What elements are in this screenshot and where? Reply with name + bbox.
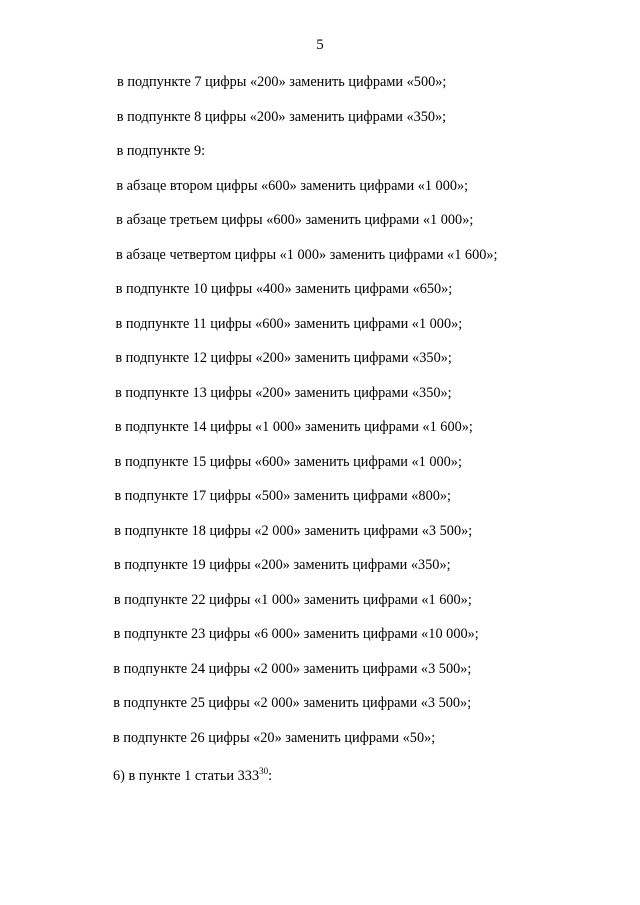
amendment-line xyxy=(0,487,640,522)
amendment-line xyxy=(0,211,640,246)
amendment-line xyxy=(0,315,640,350)
amendment-line xyxy=(0,660,640,695)
amendment-text: в подпункте 9: xyxy=(116,143,206,159)
page-number: 5 xyxy=(316,37,324,53)
article-number-superscript: 30 xyxy=(259,766,269,776)
amendment-text: в подпункте 18 цифры «2 000» заменить цифрами «3 500»; xyxy=(114,522,473,539)
amendment-text: в подпункте 7 цифры «200» заменить цифрами «500»; xyxy=(117,74,447,90)
amendment-line xyxy=(0,418,640,453)
amendment-line xyxy=(0,246,640,281)
amendment-line xyxy=(0,142,640,177)
amendment-text: в подпункте 23 цифры «6 000» заменить цифрами «10 000»; xyxy=(113,626,479,642)
amendment-line xyxy=(0,384,640,419)
amendment-line xyxy=(0,453,640,488)
amendment-text: в подпункте 24 цифры «2 000» заменить цифрами «3 500»; xyxy=(113,660,472,677)
amendment-text: в абзаце четвертом цифры «1 000» заменить цифрами «1 600»; xyxy=(115,246,498,263)
amendment-text: в подпункте 12 цифры «200» заменить цифрами «350»; xyxy=(115,350,452,366)
amendment-line xyxy=(0,349,640,384)
amendment-text: в подпункте 11 цифры «600» заменить цифрами «1 000»; xyxy=(115,315,463,332)
amendment-line xyxy=(0,694,640,729)
amendment-text: в подпункте 14 цифры «1 000» заменить цифрами «1 600»; xyxy=(114,419,473,435)
amendment-text: в абзаце втором цифры «600» заменить цифрами «1 000»; xyxy=(116,177,469,194)
amendment-list xyxy=(0,73,640,763)
article-heading-line xyxy=(113,767,272,785)
amendment-text: в абзаце третьем цифры «600» заменить цифрами «1 000»; xyxy=(116,212,474,228)
article-heading-text: 6) в пункте 1 статьи 333 xyxy=(113,768,260,784)
amendment-text: в подпункте 25 цифры «2 000» заменить цифрами «3 500»; xyxy=(113,695,472,711)
amendment-text: в подпункте 22 цифры «1 000» заменить цифрами «1 600»; xyxy=(113,591,472,608)
amendment-line xyxy=(0,591,640,626)
amendment-line xyxy=(0,556,640,591)
amendment-text: в подпункте 15 цифры «600» заменить цифрами «1 000»; xyxy=(114,453,462,470)
amendment-text: в подпункте 26 цифры «20» заменить цифрами «50»; xyxy=(113,729,436,746)
amendment-text: в подпункте 13 цифры «200» заменить цифрами «350»; xyxy=(115,384,452,401)
amendment-text: в подпункте 8 цифры «200» заменить цифрами «350»; xyxy=(116,108,447,125)
amendment-line xyxy=(0,522,640,557)
amendment-text: в подпункте 10 цифры «400» заменить цифрами «650»; xyxy=(115,281,453,297)
amendment-line xyxy=(0,625,640,660)
amendment-text: в подпункте 17 цифры «500» заменить цифрами «800»; xyxy=(114,488,451,504)
amendment-line xyxy=(0,108,640,143)
amendment-line xyxy=(0,73,640,108)
amendment-text: в подпункте 19 цифры «200» заменить цифрами «350»; xyxy=(114,557,451,573)
article-heading-suffix: : xyxy=(268,768,273,784)
amendment-line xyxy=(0,280,640,315)
amendment-line xyxy=(0,729,640,764)
amendment-line xyxy=(0,177,640,212)
